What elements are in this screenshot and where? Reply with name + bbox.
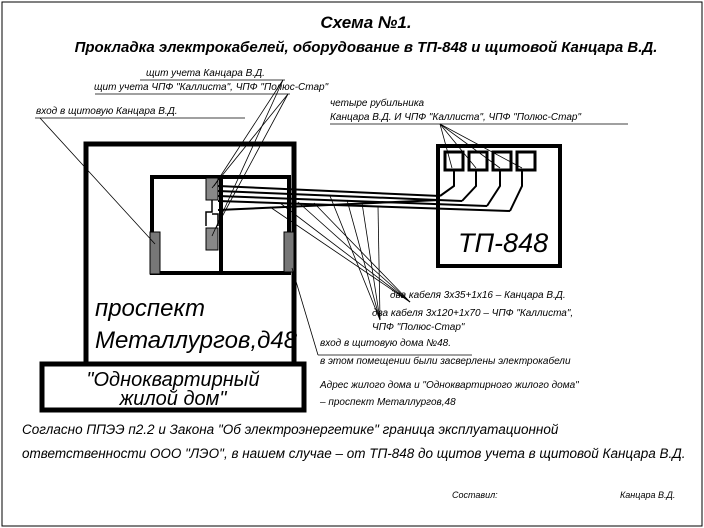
meter-panel-kallista bbox=[206, 228, 218, 250]
label-address-line2: – проспект Металлургов,48 bbox=[320, 397, 456, 408]
footer-composed-label: Составил: bbox=[452, 490, 498, 500]
substation-label: ТП-848 bbox=[458, 228, 549, 258]
house-label-line2: жилой дом" bbox=[119, 388, 227, 410]
label-two-cables-kallista-line2: ЧПФ "Полюс-Стар" bbox=[372, 322, 465, 333]
label-two-cables-kantsar: два кабеля 3х35+1х16 – Канцара В.Д. bbox=[390, 290, 566, 301]
label-entry-house-line1: вход в щитовую дома №48. bbox=[320, 338, 452, 349]
label-entry-panel-room: вход в щитовую Канцара В.Д. bbox=[36, 106, 178, 117]
building-label-line2: Металлургов,д48 bbox=[95, 327, 298, 354]
footer-line2: ответственности ООО "ЛЭО", в нашем случае – от ТП-848 до щитов учета в щитовой Канцара В.Д. bbox=[22, 446, 686, 461]
building-label-line1: проспект bbox=[95, 295, 206, 322]
switch-1 bbox=[445, 152, 463, 170]
label-entry-house-line2: в этом помещении были засверлены электрокабели bbox=[320, 356, 571, 367]
label-two-cables-kallista-line1: два кабеля 3х120+1х70 – ЧПФ "Каллиста", bbox=[372, 308, 574, 319]
label-four-switches-line1: четыре рубильника bbox=[330, 98, 425, 109]
label-meter-panel-kallista: щит учета ЧПФ "Каллиста", ЧПФ "Полюс-Стар" bbox=[94, 82, 329, 93]
meter-panel-kantsar bbox=[206, 178, 218, 200]
cable-bundle bbox=[218, 186, 510, 211]
label-address-line1: Адрес жилого дома и "Одноквартирного жилого дома" bbox=[320, 380, 579, 391]
house-label-line1: "Одноквартирный bbox=[86, 369, 260, 391]
entry-house-marker bbox=[284, 232, 294, 272]
entry-room-marker bbox=[150, 232, 160, 274]
switch-4 bbox=[517, 152, 535, 170]
meter-wire bbox=[206, 200, 212, 226]
switch-2 bbox=[469, 152, 487, 170]
scheme-subtitle: Прокладка электрокабелей, оборудование в ТП-848 и щитовой Канцара В.Д. bbox=[74, 39, 658, 56]
label-four-switches-line2: Канцара В.Д. И ЧПФ "Каллиста", ЧПФ "Полюс-Стар" bbox=[330, 112, 582, 123]
footer-author: Канцара В.Д. bbox=[620, 490, 676, 500]
footer-line1: Согласно ППЭЭ п2.2 и Закона "Об электроэнергетике" граница эксплуатационной bbox=[22, 422, 559, 437]
scheme-title: Схема №1. bbox=[320, 13, 412, 32]
label-meter-panel-kantsar: щит учета Канцара В.Д. bbox=[146, 68, 265, 79]
